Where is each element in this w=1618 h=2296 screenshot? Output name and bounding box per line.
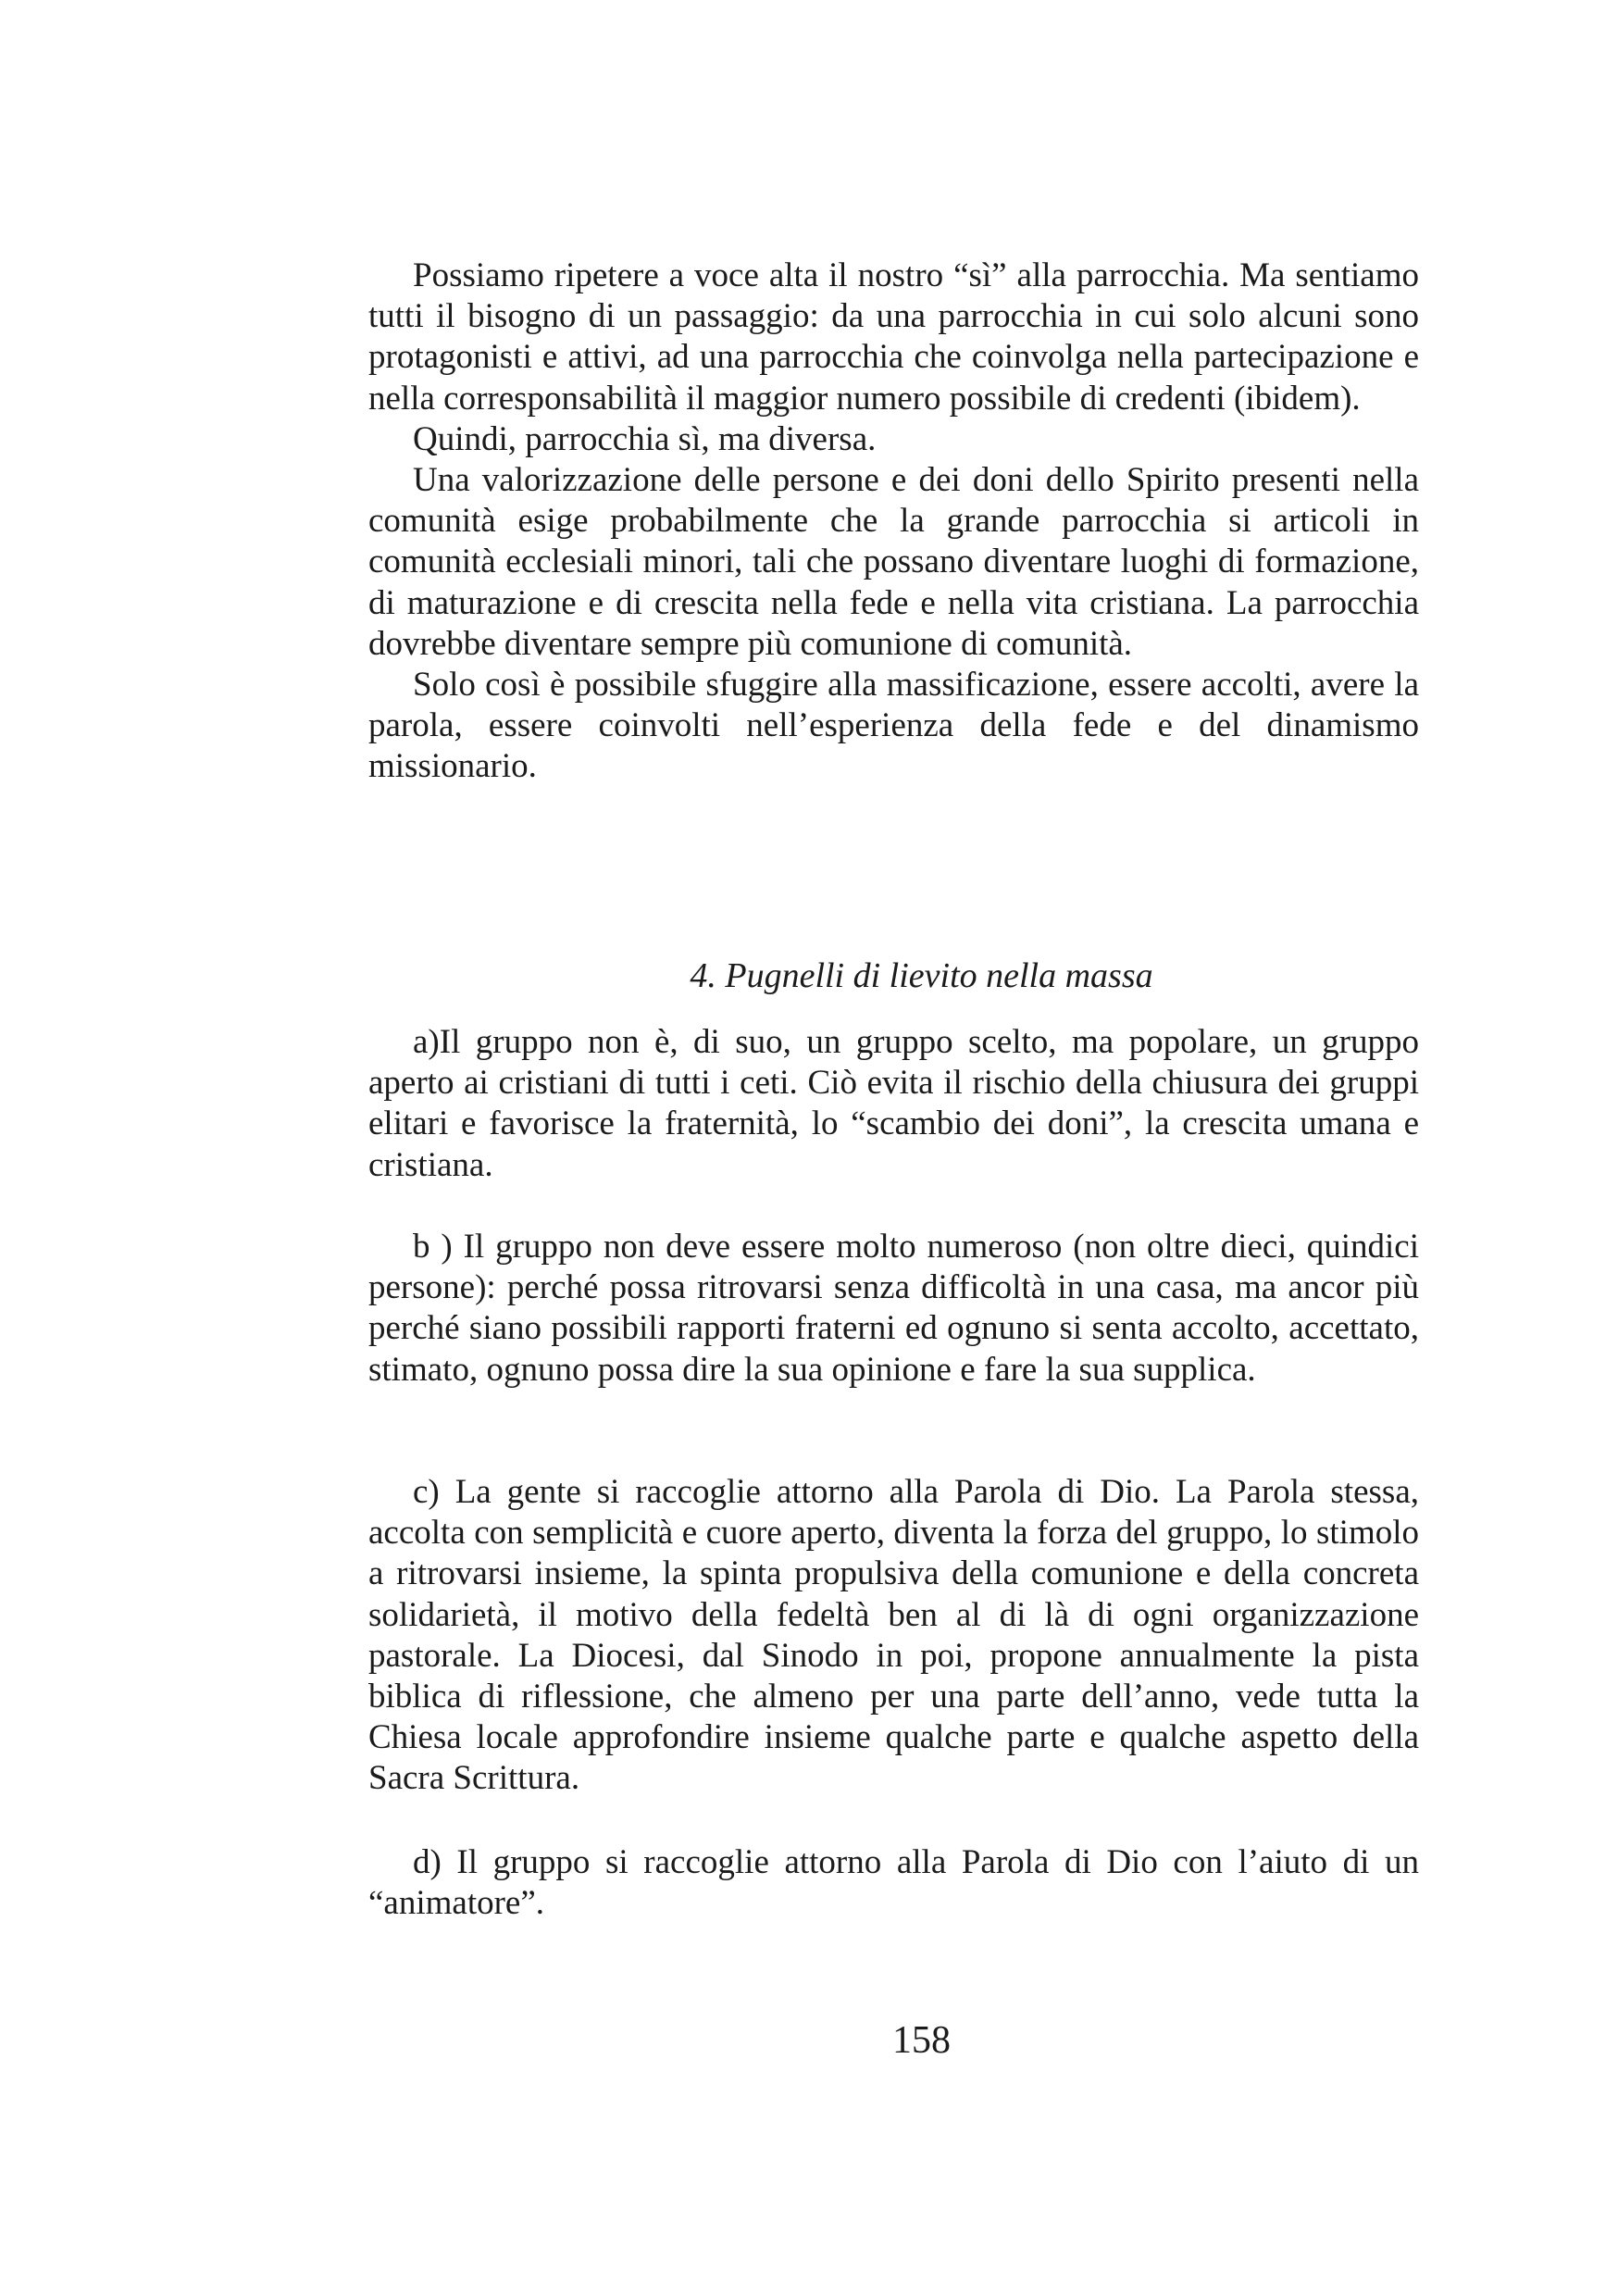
list-item-c	[368, 1472, 1419, 1800]
intro-paragraph-4: Solo così è possibile sfuggire alla massificazione, essere accolti, avere la parola, essere coinvolti nell’esperienza della fede e del dinamismo missionario.	[368, 666, 1419, 786]
section-heading: 4. Pugnelli di lievito nella massa	[690, 956, 1153, 995]
list-item-a	[368, 1022, 1419, 1186]
page-number: 158	[892, 2019, 951, 2062]
intro-paragraph-1: Possiamo ripetere a voce alta il nostro “sì” alla parrocchia. Ma sentiamo tutti il bisogno di un passaggio: da una parrocchia in cui solo alcuni sono protagonisti e attivi, ad una parrocchia che coinvolga nella partecipazione e nella corresponsabilità il maggior numero possibile di credenti (ibidem).	[368, 256, 1419, 418]
list-item-d	[368, 1842, 1419, 1924]
intro-paragraph-2: Quindi, parrocchia sì, ma diversa.	[413, 419, 877, 458]
list-item-b	[368, 1227, 1419, 1391]
list-item-c-text: c) La gente si raccoglie attorno alla Parola di Dio. La Parola stessa, accolta con semplicità e cuore aperto, diventa la forza del gruppo, lo stimolo a ritrovarsi insieme, la spinta propulsiva della comunione e della concreta solidarietà, il motivo della fedeltà ben al di là di ogni organizzazione pastorale. La Diocesi, dal Sinodo in poi, propone annualmente la pista biblica di riflessione, che almeno per una parte dell’anno, vede tutta la Chiesa locale approfondire insieme qualche parte e qualche aspetto della Sacra Scrittura.	[368, 1473, 1419, 1798]
intro-paragraph-3: Una valorizzazione delle persone e dei doni dello Spirito presenti nella comunità esige probabilmente che la grande parrocchia si articoli in comunità ecclesiali minori, tali che possano diventare luoghi di formazione, di maturazione e di crescita nella fede e nella vita cristiana. La parrocchia dovrebbe diventare sempre più comunione di comunità.	[368, 461, 1419, 663]
list-item-d-text: d) Il gruppo si raccoglie attorno alla Parola di Dio con l’aiuto di un “animatore”.	[368, 1843, 1419, 1923]
intro-section	[368, 256, 1419, 788]
list-item-a-text: a)Il gruppo non è, di suo, un gruppo scelto, ma popolare, un gruppo aperto ai cristiani di tutti i ceti. Ciò evita il rischio della chiusura dei gruppi elitari e favorisce la fraternità, lo “scambio dei doni”, la crescita umana e cristiana.	[368, 1023, 1419, 1184]
list-item-b-text: b ) Il gruppo non deve essere molto numeroso (non oltre dieci, quindici persone): perché possa ritrovarsi senza difficoltà in una casa, ma ancor più perché siano possibili rapporti fraterni ed ognuno si senta accolto, accettato, stimato, ognuno possa dire la sua opinione e fare la sua supplica.	[368, 1228, 1419, 1389]
